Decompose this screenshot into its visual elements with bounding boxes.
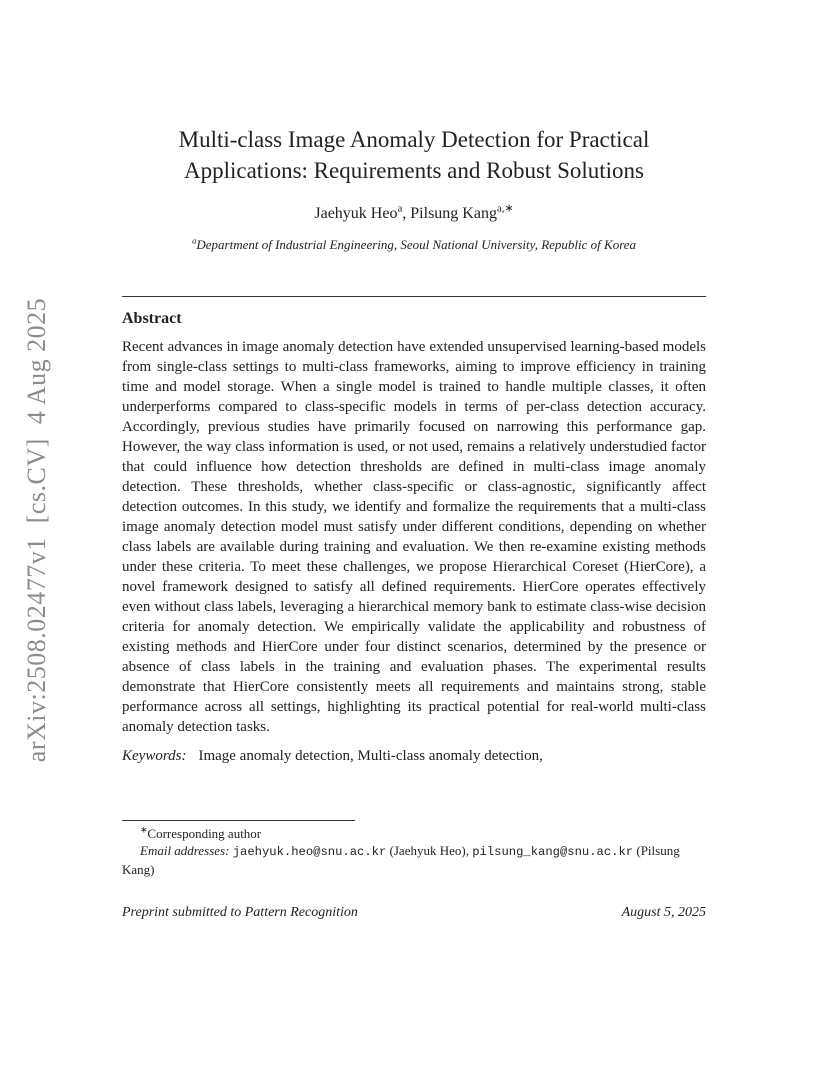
email-address-2: pilsung_kang@snu.ac.kr <box>472 845 634 859</box>
author-1: Jaehyuk Heo$^a$ <box>314 202 403 222</box>
keywords-line <box>122 746 706 766</box>
affiliation <box>122 237 706 253</box>
paper-title <box>122 124 706 186</box>
keywords-text: Image anomaly detection, Multi-class anomaly detection, <box>198 748 543 764</box>
email-addresses-label: Email addresses: <box>140 843 230 858</box>
footer-date: August 5, 2025 <box>621 905 706 920</box>
author-1-affiliation-mark: a <box>397 202 403 215</box>
paper-content-column <box>122 0 706 766</box>
footnote-divider <box>122 820 355 821</box>
abstract-body: Recent advances in image anomaly detection have extended unsupervised learning-based models from single-class settings to multi-class frameworks, aiming to improve efficiency in training time and model storage. When a single model is trained to handle multiple classes, it often underperforms compared to class-specific models in terms of per-class detection accuracy. Accordingly, previous studies have primarily focused on narrowing this performance gap. However, the way class information is used, or not used, remains a relatively understudied factor that could influence how detection thresholds are defined in multi-class image anomaly detection. These thresholds, whether class-specific or class-agnostic, significantly affect detection outcomes. In this study, we identify and formalize the requirements that a multi-class image anomaly detection model must satisfy under different conditions, depending on whether class labels are available during training and evaluation. We then re-examine existing methods under these criteria. To meet these challenges, we propose Hierarchical Coreset (HierCore), a novel framework designed to satisfy all defined requirements. HierCore operates effectively even without class labels, leveraging a hierarchical memory bank to estimate class-wise decision criteria for anomaly detection. We empirically validate the applicability and robustness of existing methods and HierCore under four distinct scenarios, determined by the presence or absence of class labels in the training and evaluation phases. The experimental results demonstrate that HierCore consistently meets all requirements and maintains strong, stable performance across all settings, highlighting its practical potential for real-world multi-class anomaly detection tasks. <box>122 339 706 735</box>
page-footer <box>122 905 706 921</box>
email-address-1: jaehyuk.heo@snu.ac.kr <box>232 845 387 859</box>
keywords-label: Keywords: <box>122 748 187 764</box>
footer-journal-note: Preprint submitted to Pattern Recognition <box>122 905 358 920</box>
affiliation-mark: a <box>191 235 197 246</box>
affiliation-text: Department of Industrial Engineering, Seoul National University, Republic of Korea <box>196 237 637 252</box>
footnote-block <box>122 820 706 878</box>
corresponding-author-note <box>122 825 706 842</box>
paper-title-line1: Multi-class Image Anomaly Detection for Practical <box>178 127 650 152</box>
author-separator: , <box>402 205 411 222</box>
abstract-heading: Abstract <box>122 310 182 327</box>
abstract-top-rule <box>122 296 706 297</box>
author-line <box>122 202 706 223</box>
arxiv-watermark: arXiv:2508.02477v1 [cs.CV] 4 Aug 2025 <box>22 297 51 763</box>
paper-title-line2: Applications: Requirements and Robust Solutions <box>184 158 644 183</box>
author-2-affiliation-mark: a,∗ <box>496 202 514 215</box>
email-owner-2: (Pilsung Kang) <box>122 843 680 877</box>
corresponding-author-mark: ∗ <box>140 824 148 835</box>
email-owner-1: (Jaehyuk Heo), <box>389 843 469 858</box>
corresponding-author-text: Corresponding author <box>147 826 262 841</box>
email-addresses-note <box>122 842 706 878</box>
author-2: Pilsung Kang$^{a,∗}$ <box>410 202 514 222</box>
